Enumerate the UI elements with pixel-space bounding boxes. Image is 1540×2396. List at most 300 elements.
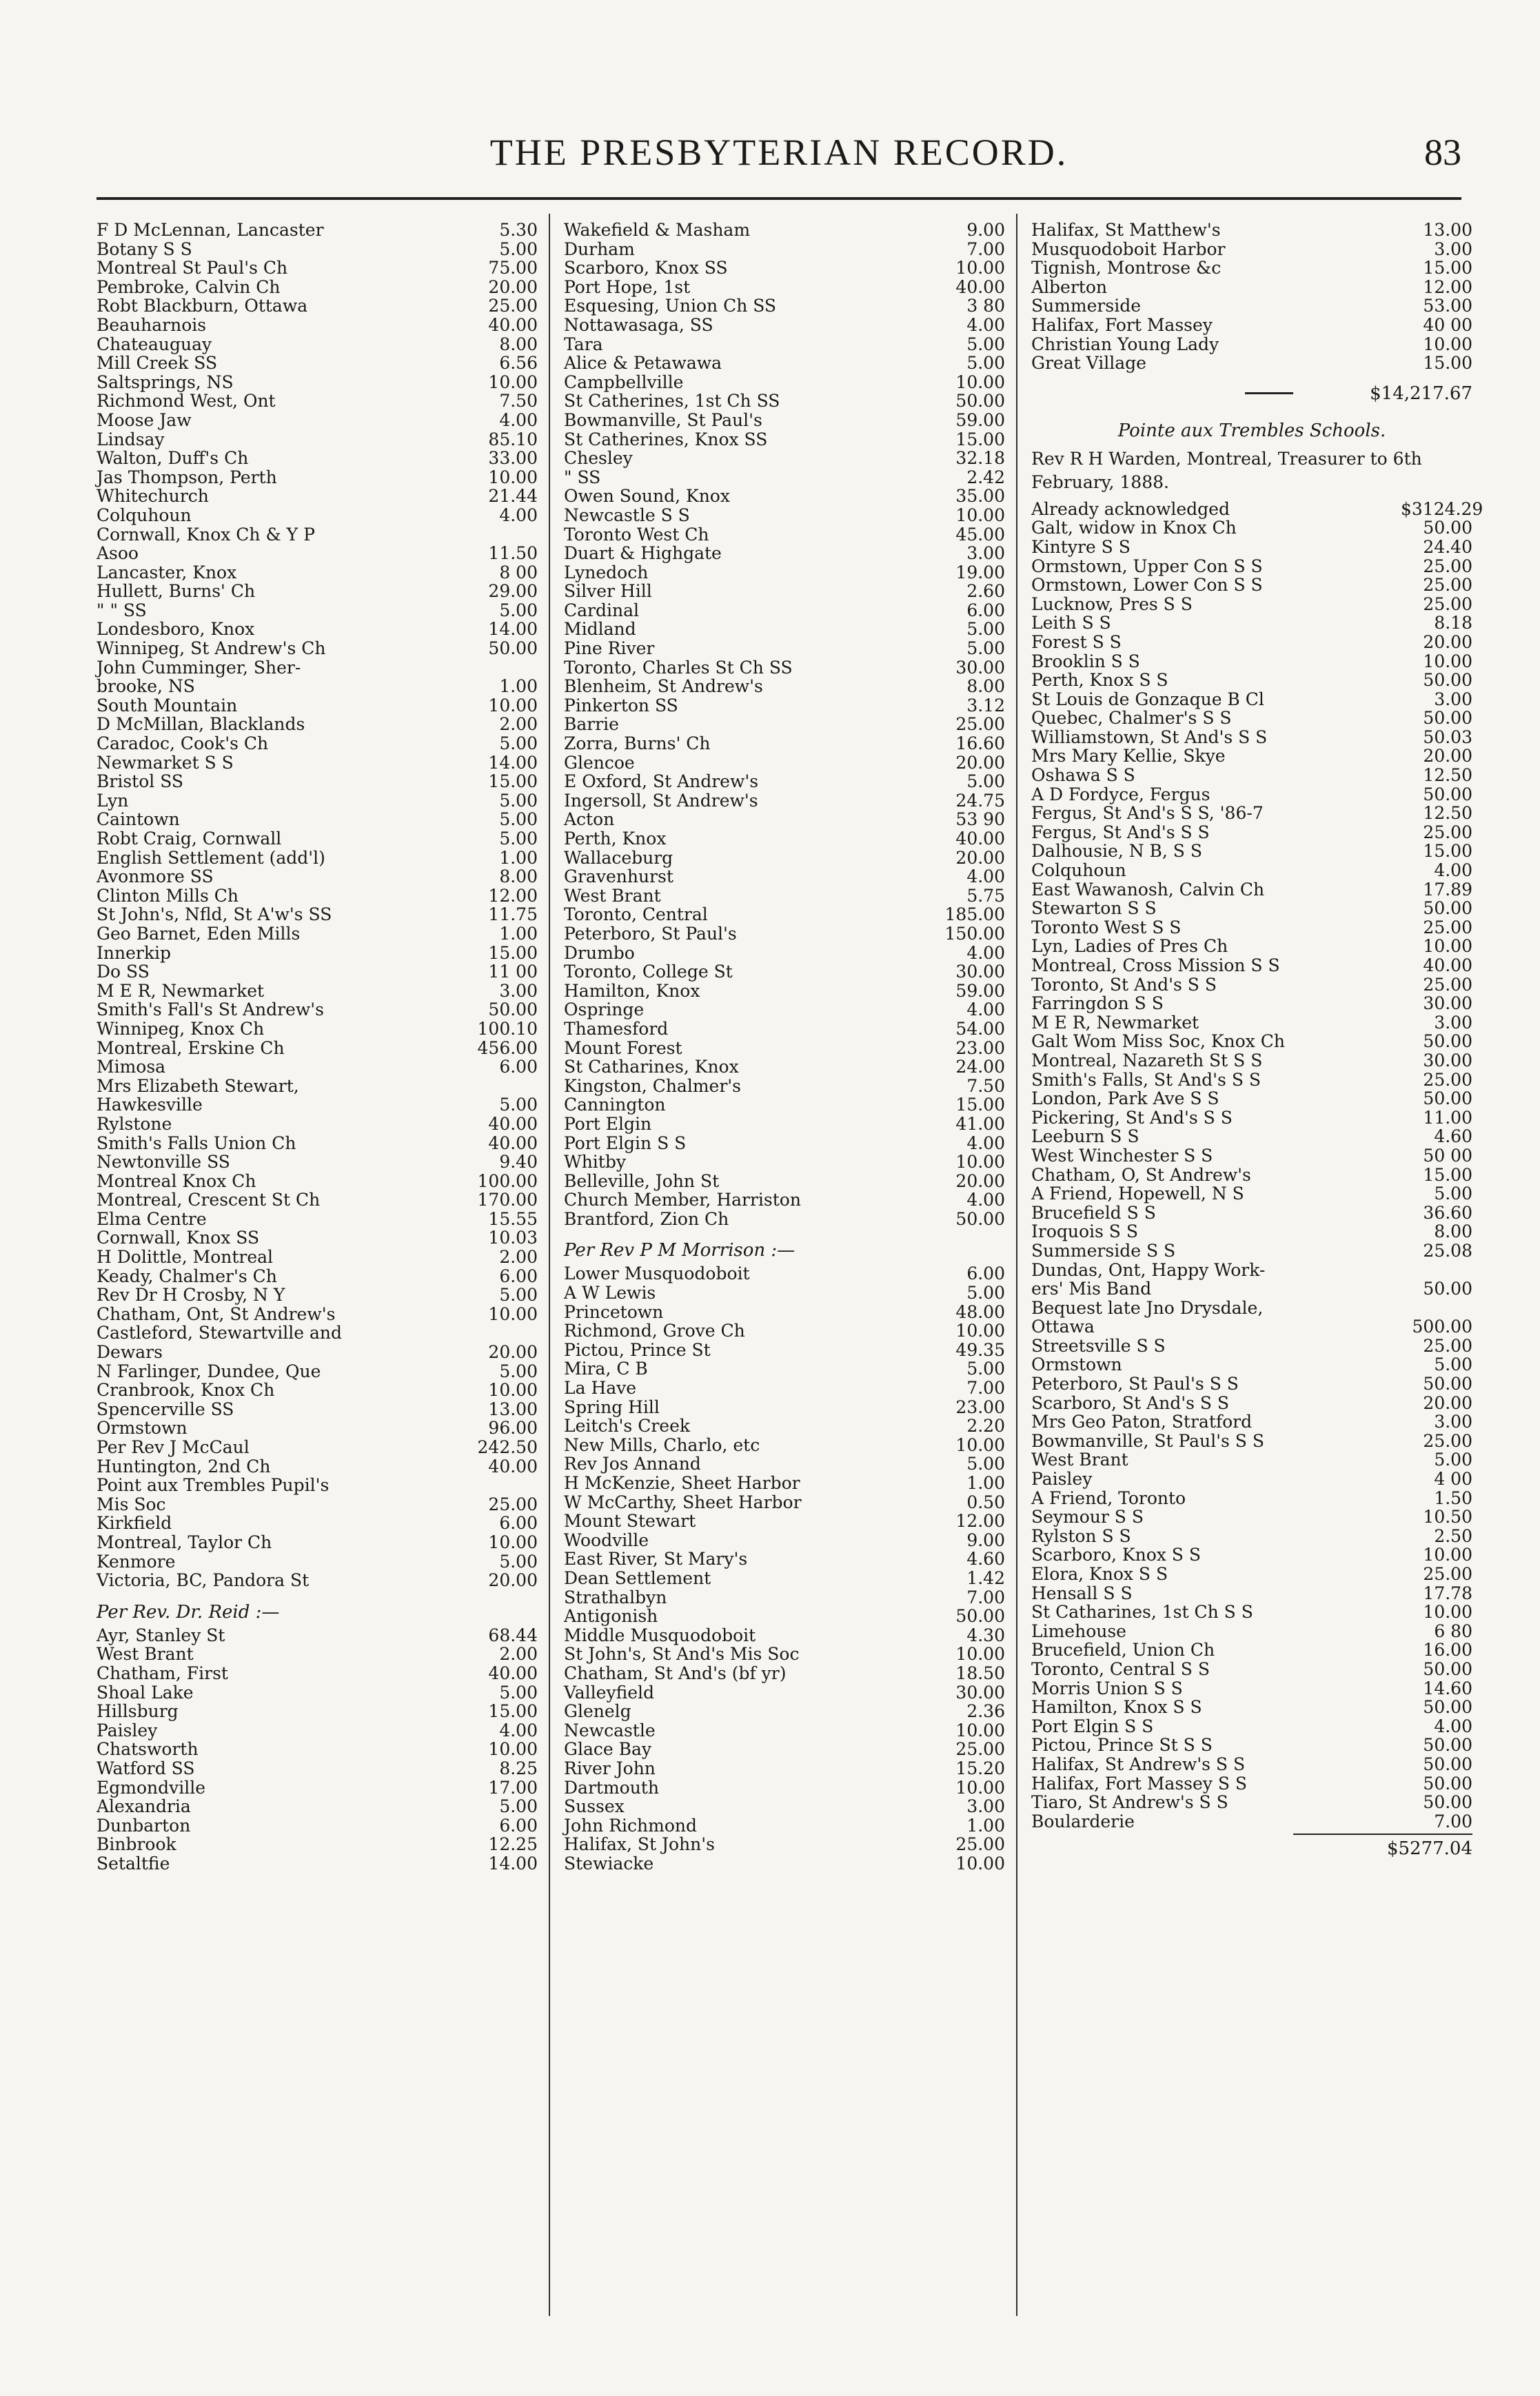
list-item xyxy=(564,354,1005,373)
entry-name: Tignish, Montrose &c xyxy=(1031,258,1222,278)
entry-amount: 50.00 xyxy=(955,1606,1005,1627)
list-item xyxy=(97,487,538,506)
entry-name: Streetsville S S xyxy=(1031,1335,1166,1356)
list-item xyxy=(564,1683,1005,1703)
entry-amount: 3.00 xyxy=(966,543,1005,564)
list-item xyxy=(564,1039,1005,1058)
list-item xyxy=(1031,1660,1472,1679)
entry-name: Middle Musquodoboit xyxy=(564,1625,756,1645)
entry-amount: 4.00 xyxy=(966,866,1005,887)
entry-amount: 10.00 xyxy=(1423,1602,1472,1623)
entry-name: Cornwall, Knox Ch & Y P xyxy=(97,524,315,545)
list-item xyxy=(97,1571,538,1590)
entry-name: Montreal, Cross Mission S S xyxy=(1031,955,1280,975)
entry-name: Mrs Mary Kellie, Skye xyxy=(1031,746,1226,766)
list-item xyxy=(97,1457,538,1476)
list-item xyxy=(564,1664,1005,1683)
entry-name: Kenmore xyxy=(97,1551,176,1572)
list-item xyxy=(97,1039,538,1058)
entry-amount: 50.00 xyxy=(1423,1773,1472,1794)
entry-amount: 53 90 xyxy=(955,809,1005,830)
list-item xyxy=(564,734,1005,753)
entry-name: Lynedoch xyxy=(564,562,649,582)
list-item xyxy=(97,1854,538,1874)
entry-amount: 20.00 xyxy=(1423,1392,1472,1413)
entry-name: South Mountain xyxy=(97,695,238,715)
entry-amount: 10.00 xyxy=(488,1532,538,1552)
entry-amount: 5.75 xyxy=(966,885,1005,906)
entry-amount: 10.00 xyxy=(955,1777,1005,1798)
list-item xyxy=(1031,1698,1472,1717)
entry-name: Peterboro, St Paul's xyxy=(564,923,737,944)
entry-name: Princetown xyxy=(564,1301,664,1322)
entry-name: Toronto, Central xyxy=(564,904,708,925)
list-item xyxy=(1031,1603,1472,1622)
entry-name: Whitechurch xyxy=(97,486,209,507)
list-item xyxy=(1031,785,1472,804)
entry-amount: 10.00 xyxy=(488,1380,538,1401)
total-value: $5277.04 xyxy=(1386,1838,1472,1860)
entry-amount: 456.00 xyxy=(477,1037,538,1058)
entry-name: Winnipeg, St Andrew's Ch xyxy=(97,638,326,659)
entry-amount: 50.00 xyxy=(955,391,1005,412)
entry-name: N Farlinger, Dundee, Que xyxy=(97,1361,321,1381)
entry-amount: 2.00 xyxy=(499,1247,538,1268)
entry-amount: 49.35 xyxy=(955,1339,1005,1360)
list-item xyxy=(97,525,538,545)
entry-amount: 12.25 xyxy=(488,1834,538,1855)
entry-amount: 30.00 xyxy=(1423,993,1472,1014)
col1-list xyxy=(97,221,538,1590)
list-item xyxy=(564,867,1005,886)
list-item xyxy=(564,1436,1005,1455)
entry-name: Setaltfie xyxy=(97,1853,170,1874)
list-item xyxy=(1031,1812,1472,1831)
entry-name: La Have xyxy=(564,1378,637,1399)
list-item xyxy=(1031,354,1472,373)
list-item xyxy=(97,1381,538,1400)
entry-amount: 5.00 xyxy=(966,334,1005,354)
entry-amount: 3 80 xyxy=(966,296,1005,316)
entry-amount: 10.00 xyxy=(488,467,538,487)
entry-name: M E R, Newmarket xyxy=(1031,1012,1199,1033)
entry-name: Dalhousie, N B, S S xyxy=(1031,841,1202,862)
entry-name: Asoo xyxy=(97,543,139,564)
list-item xyxy=(564,696,1005,715)
entry-name: Whitby xyxy=(564,1152,626,1172)
entry-amount: 5.00 xyxy=(499,1551,538,1572)
list-item xyxy=(1031,1299,1472,1318)
list-item xyxy=(1031,671,1472,690)
list-item xyxy=(97,1740,538,1759)
entry-amount: 7.50 xyxy=(499,391,538,412)
entry-name: Alberton xyxy=(1031,276,1107,297)
entry-amount xyxy=(466,1077,538,1096)
entry-amount: 6 80 xyxy=(1434,1621,1472,1641)
entry-name: Dundas, Ont, Happy Work- xyxy=(1031,1259,1266,1280)
list-item xyxy=(97,1533,538,1552)
list-item xyxy=(564,1057,1005,1077)
entry-amount: 15.00 xyxy=(1423,1164,1472,1185)
entry-name: M E R, Newmarket xyxy=(97,980,265,1001)
entry-name: brooke, NS xyxy=(97,676,195,697)
entry-name: Port Elgin xyxy=(564,1113,652,1134)
list-item xyxy=(564,468,1005,487)
entry-amount: 32.18 xyxy=(955,448,1005,469)
entry-amount: 23.00 xyxy=(955,1397,1005,1417)
list-item xyxy=(1031,1527,1472,1546)
list-item xyxy=(97,1664,538,1683)
entry-amount: 5.00 xyxy=(966,1454,1005,1474)
list-item xyxy=(1031,1184,1472,1204)
list-item xyxy=(97,829,538,849)
entry-name: Chateauguay xyxy=(97,334,212,354)
entry-amount: 4.00 xyxy=(966,999,1005,1020)
list-item xyxy=(97,1305,538,1324)
list-item xyxy=(1031,1545,1472,1565)
entry-amount: 29.00 xyxy=(488,581,538,602)
entry-name: Farringdon S S xyxy=(1031,993,1164,1014)
list-item xyxy=(1031,1051,1472,1070)
entry-name: Duart & Highgate xyxy=(564,543,722,564)
list-item xyxy=(97,924,538,944)
entry-amount: 50.03 xyxy=(1423,727,1472,747)
entry-name: Colquhoun xyxy=(1031,860,1126,881)
entry-amount xyxy=(466,1476,538,1495)
list-item xyxy=(564,544,1005,563)
list-item xyxy=(1031,1641,1472,1660)
entry-amount: $3124.29 xyxy=(1401,498,1483,519)
entry-name: Stewiacke xyxy=(564,1853,654,1874)
list-item xyxy=(1031,652,1472,671)
entry-amount: 20.00 xyxy=(1423,746,1472,766)
list-item xyxy=(564,715,1005,734)
column-1 xyxy=(97,221,538,1873)
entry-name: Chatham, Ont, St Andrew's xyxy=(97,1303,336,1324)
entry-amount: 5.00 xyxy=(499,809,538,830)
entry-amount: 59.00 xyxy=(955,409,1005,430)
entry-name: Strathalbyn xyxy=(564,1587,667,1607)
entry-name: Leith S S xyxy=(1031,613,1111,633)
entry-name: Fergus, St And's S S xyxy=(1031,822,1210,842)
entry-amount: 2.42 xyxy=(966,467,1005,487)
list-item xyxy=(1031,861,1472,880)
list-item xyxy=(564,1645,1005,1664)
list-item xyxy=(564,278,1005,297)
list-item xyxy=(97,639,538,658)
entry-amount: 40.00 xyxy=(488,1663,538,1683)
entry-amount: 50.00 xyxy=(488,638,538,659)
list-item xyxy=(564,620,1005,639)
list-item xyxy=(97,1210,538,1229)
list-item xyxy=(97,1683,538,1703)
list-item xyxy=(564,1379,1005,1398)
entry-amount: 20.00 xyxy=(488,1570,538,1591)
entry-amount: 2.60 xyxy=(966,581,1005,602)
entry-name: Hensall S S xyxy=(1031,1583,1133,1603)
col3-list-2 xyxy=(1031,498,1483,1831)
list-item xyxy=(1031,1032,1472,1051)
list-item xyxy=(564,1134,1005,1153)
entry-amount: 35.00 xyxy=(955,486,1005,507)
entry-amount: 20.00 xyxy=(955,752,1005,773)
list-item xyxy=(97,1759,538,1778)
entry-amount: 2.00 xyxy=(499,714,538,735)
entry-name: Ottawa xyxy=(1031,1317,1095,1337)
entry-name: Bowmanville, St Paul's xyxy=(564,409,762,430)
entry-amount: 25.00 xyxy=(1423,974,1472,995)
entry-amount: 5.00 xyxy=(499,1361,538,1381)
entry-amount: 6.00 xyxy=(499,1266,538,1286)
list-item xyxy=(1031,1450,1472,1470)
list-item xyxy=(564,506,1005,525)
entry-amount: 40.00 xyxy=(488,314,538,335)
entry-name: Already acknowledged xyxy=(1031,498,1230,519)
list-item xyxy=(97,1419,538,1438)
entry-name: Scarboro, Knox SS xyxy=(564,258,728,278)
entry-amount: 4.00 xyxy=(966,1133,1005,1153)
list-item xyxy=(97,373,538,392)
list-item xyxy=(97,1095,538,1115)
entry-name: John Cumminger, Sher- xyxy=(97,657,301,678)
list-item xyxy=(1031,221,1472,240)
list-item xyxy=(1031,1204,1472,1223)
list-item xyxy=(97,392,538,411)
list-item xyxy=(97,258,538,278)
entry-name: Port Elgin S S xyxy=(564,1133,687,1153)
entry-amount: 68.44 xyxy=(488,1625,538,1645)
entry-name: Smith's Fall's St Andrew's xyxy=(97,999,324,1020)
list-item xyxy=(1031,1755,1472,1774)
col1-list-2 xyxy=(97,1626,538,1874)
entry-name: Caradoc, Cook's Ch xyxy=(97,733,269,754)
entry-name: Scarboro, Knox S S xyxy=(1031,1545,1202,1565)
entry-name: Innerkip xyxy=(97,942,171,963)
column-2 xyxy=(564,221,1005,1873)
list-item xyxy=(1031,1489,1472,1508)
list-item xyxy=(97,1645,538,1664)
entry-name: Pictou, Prince St xyxy=(564,1339,711,1360)
list-item xyxy=(564,1816,1005,1836)
entry-name: River John xyxy=(564,1758,656,1778)
list-item xyxy=(1031,994,1472,1013)
entry-name: Peterboro, St Paul's S S xyxy=(1031,1374,1239,1394)
list-item xyxy=(97,296,538,316)
list-item xyxy=(1031,557,1472,576)
list-item xyxy=(97,1626,538,1645)
entry-name: Ormstown xyxy=(1031,1354,1122,1375)
list-item xyxy=(1031,1470,1472,1489)
entry-name: Mount Stewart xyxy=(564,1511,696,1532)
entry-amount: 50.00 xyxy=(1423,1735,1472,1756)
entry-name: Montreal, Nazareth St S S xyxy=(1031,1050,1263,1070)
entry-name: Limehouse xyxy=(1031,1621,1126,1641)
list-item xyxy=(97,221,538,240)
list-item xyxy=(1031,804,1472,823)
entry-name: Galt, widow in Knox Ch xyxy=(1031,518,1237,538)
entry-amount: 8.00 xyxy=(499,866,538,887)
entry-amount: 5.00 xyxy=(1434,1450,1472,1470)
entry-amount: 5.00 xyxy=(499,600,538,620)
entry-name: ers' Mis Band xyxy=(1031,1279,1152,1299)
entry-name: Spencerville SS xyxy=(97,1399,234,1419)
entry-amount: 17.78 xyxy=(1423,1583,1472,1603)
entry-amount: 150.00 xyxy=(944,923,1005,944)
entry-name: H Dolittle, Montreal xyxy=(97,1247,274,1268)
entry-name: Zorra, Burns' Ch xyxy=(564,733,711,754)
entry-name: D McMillan, Blacklands xyxy=(97,714,305,735)
entry-amount: 50.00 xyxy=(1423,1754,1472,1774)
list-item xyxy=(1031,1013,1472,1033)
entry-amount: 25.00 xyxy=(955,1834,1005,1855)
list-item xyxy=(97,1134,538,1153)
list-item xyxy=(564,1797,1005,1816)
list-item xyxy=(564,810,1005,829)
entry-name: Pickering, St And's S S xyxy=(1031,1107,1233,1128)
entry-name: Tiaro, St Andrew's S S xyxy=(1031,1792,1228,1813)
list-item xyxy=(564,1303,1005,1322)
entry-name: St John's, Nfld, St A'w's SS xyxy=(97,904,332,925)
entry-amount: 4.00 xyxy=(1434,1716,1472,1736)
entry-amount: 4.00 xyxy=(966,314,1005,335)
entry-amount: 16.00 xyxy=(1423,1640,1472,1661)
entry-amount: 15.00 xyxy=(1423,258,1472,278)
list-item xyxy=(564,1588,1005,1607)
list-item xyxy=(564,1000,1005,1019)
entry-amount: 3.00 xyxy=(1434,238,1472,259)
list-item xyxy=(1031,1584,1472,1603)
entry-amount: 2.36 xyxy=(966,1701,1005,1722)
entry-name: Forest S S xyxy=(1031,631,1122,652)
entry-amount: 50.00 xyxy=(1423,1697,1472,1718)
entry-name: Musquodoboit Harbor xyxy=(1031,238,1226,259)
entry-name: Midland xyxy=(564,619,636,640)
entry-name: Cornwall, Knox SS xyxy=(97,1228,260,1248)
list-item xyxy=(97,1019,538,1039)
col1-section-heading: Per Rev. Dr. Reid :— xyxy=(97,1601,280,1623)
entry-name: East River, St Mary's xyxy=(564,1549,748,1570)
entry-name: Chatham, O, St Andrew's xyxy=(1031,1164,1251,1185)
entry-name: Halifax, St Andrew's S S xyxy=(1031,1754,1246,1774)
entry-amount: 23.00 xyxy=(955,1037,1005,1058)
entry-amount: 20.00 xyxy=(488,276,538,297)
entry-name: Newcastle xyxy=(564,1720,656,1740)
entry-amount: 1.00 xyxy=(499,676,538,697)
list-item xyxy=(97,449,538,468)
entry-amount: 2.20 xyxy=(966,1416,1005,1436)
entry-name: Thamesford xyxy=(564,1018,669,1039)
entry-name: Port Hope, 1st xyxy=(564,276,691,297)
entry-amount: 5.00 xyxy=(966,771,1005,792)
list-item xyxy=(1031,1241,1472,1261)
list-item xyxy=(1031,690,1472,709)
entry-amount: 9.00 xyxy=(966,220,1005,240)
entry-name: Caintown xyxy=(97,809,180,830)
list-item xyxy=(97,1514,538,1533)
list-item xyxy=(1031,1717,1472,1736)
entry-amount: 45.00 xyxy=(955,524,1005,545)
entry-name: Iroquois S S xyxy=(1031,1221,1139,1242)
list-item xyxy=(564,525,1005,545)
entry-name: Seymour S S xyxy=(1031,1507,1144,1527)
entry-amount: 7.00 xyxy=(966,1378,1005,1399)
entry-amount: 185.00 xyxy=(944,904,1005,925)
entry-name: New Mills, Charlo, etc xyxy=(564,1434,760,1455)
entry-name: St Catharines, Knox xyxy=(564,1057,739,1077)
col3-subtotal xyxy=(1031,378,1472,409)
entry-amount: 14.00 xyxy=(488,619,538,640)
list-item xyxy=(97,753,538,773)
entry-name: A Friend, Hopewell, N S xyxy=(1031,1184,1244,1204)
entry-name: Brucefield S S xyxy=(1031,1202,1156,1223)
list-item xyxy=(1031,498,1483,519)
entry-amount: 10.00 xyxy=(1423,1545,1472,1565)
entry-amount: 10.00 xyxy=(955,505,1005,525)
entry-amount: 4.00 xyxy=(966,942,1005,963)
entry-name: West Brant xyxy=(1031,1450,1128,1470)
entry-name: Avonmore SS xyxy=(97,866,214,887)
list-item xyxy=(564,905,1005,924)
entry-amount: 15.00 xyxy=(488,942,538,963)
entry-name: Great Village xyxy=(1031,353,1146,374)
entry-name: Lancaster, Knox xyxy=(97,562,237,582)
list-item xyxy=(97,1172,538,1191)
entry-amount: 15.00 xyxy=(488,771,538,792)
entry-amount: 50.00 xyxy=(955,1208,1005,1229)
list-item xyxy=(564,430,1005,449)
entry-name: Beauharnois xyxy=(97,314,207,335)
list-item xyxy=(97,982,538,1001)
entry-amount: 50.00 xyxy=(1423,518,1472,538)
list-item xyxy=(564,487,1005,506)
entry-amount: 4.00 xyxy=(499,505,538,525)
list-item xyxy=(564,1153,1005,1172)
list-item xyxy=(1031,766,1472,785)
entry-amount: 10.00 xyxy=(1423,651,1472,671)
list-item xyxy=(97,620,538,639)
list-item xyxy=(1031,1793,1472,1812)
entry-amount: 4.60 xyxy=(1434,1126,1472,1147)
entry-name: Hamilton, Knox S S xyxy=(1031,1697,1202,1718)
entry-name: Ayr, Stanley St xyxy=(97,1625,225,1645)
entry-name: Kintyre S S xyxy=(1031,536,1131,557)
entry-amount: 13.00 xyxy=(1423,220,1472,240)
entry-name: Mill Creek SS xyxy=(97,353,218,374)
entry-name: London, Park Ave S S xyxy=(1031,1088,1219,1109)
list-item xyxy=(97,1702,538,1721)
list-item xyxy=(97,1267,538,1286)
entry-name: A D Fordyce, Fergus xyxy=(1031,784,1210,804)
subtotal-value: $14,217.67 xyxy=(1370,383,1472,404)
entry-name: Halifax, St Matthew's xyxy=(1031,220,1221,240)
list-item xyxy=(97,867,538,886)
list-item xyxy=(1031,1089,1472,1108)
list-item xyxy=(97,1323,538,1343)
entry-amount: 50.00 xyxy=(488,999,538,1020)
entry-amount: 40.00 xyxy=(955,829,1005,849)
list-item xyxy=(564,1210,1005,1229)
list-item xyxy=(564,601,1005,620)
entry-name: Newcastle S S xyxy=(564,505,690,525)
entry-name: Hawkesville xyxy=(97,1095,203,1115)
list-item xyxy=(97,677,538,696)
entry-name: Summerside xyxy=(1031,296,1142,316)
entry-name: " " SS xyxy=(97,600,147,620)
entry-amount: 20.00 xyxy=(955,847,1005,868)
entry-name: Botany S S xyxy=(97,238,192,259)
entry-name: Drumbo xyxy=(564,942,635,963)
entry-name: Leitch's Creek xyxy=(564,1416,691,1436)
